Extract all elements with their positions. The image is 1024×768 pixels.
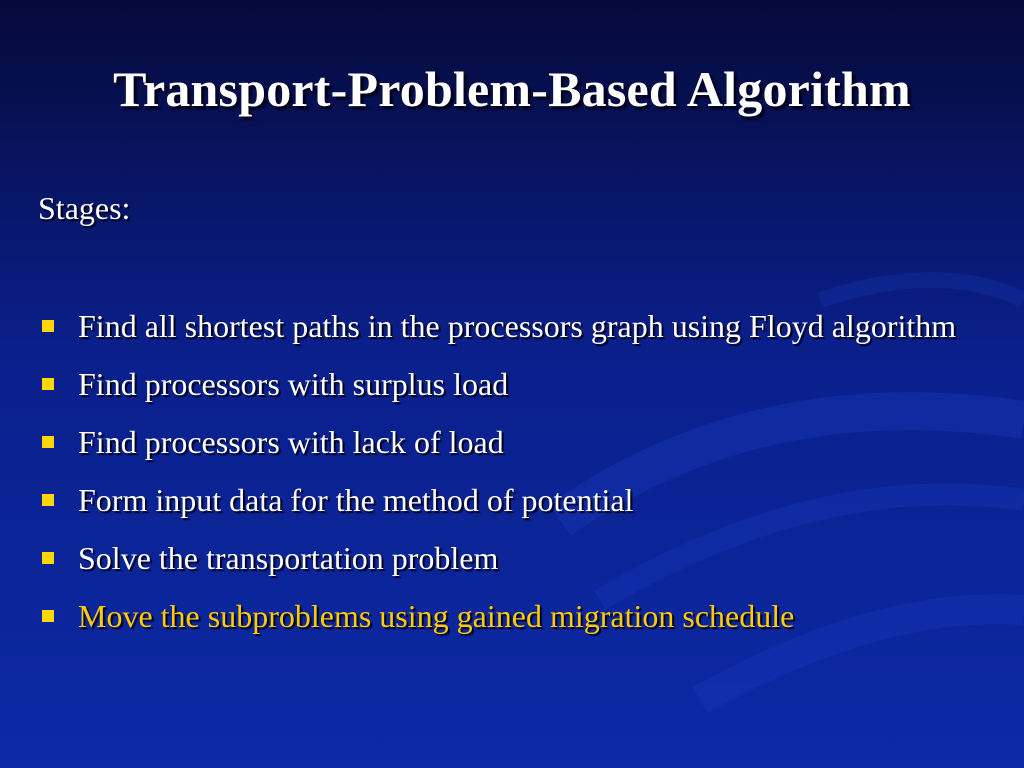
bullet-text: Form input data for the method of potential bbox=[78, 482, 634, 518]
bullet-text: Find processors with surplus load bbox=[78, 366, 509, 402]
bullet-text: Find all shortest paths in the processors graph using Floyd algorithm bbox=[78, 308, 957, 344]
square-bullet-icon bbox=[42, 494, 54, 506]
square-bullet-icon bbox=[42, 436, 54, 448]
bullet-text: Move the subproblems using gained migration schedule bbox=[78, 598, 795, 634]
bullet-item bbox=[38, 362, 998, 406]
bullet-text: Solve the transportation problem bbox=[78, 540, 499, 576]
bullet-item bbox=[38, 478, 998, 522]
slide-title: Transport-Problem-Based Algorithm bbox=[113, 61, 911, 117]
square-bullet-icon bbox=[42, 610, 54, 622]
bullet-item-highlighted bbox=[38, 594, 998, 638]
bullet-text: Find processors with lack of load bbox=[78, 424, 504, 460]
stages-label: Stages: bbox=[38, 190, 131, 226]
square-bullet-icon bbox=[42, 378, 54, 390]
bullet-item bbox=[38, 420, 998, 464]
bullet-list bbox=[38, 304, 998, 652]
square-bullet-icon bbox=[42, 552, 54, 564]
square-bullet-icon bbox=[42, 320, 54, 332]
bullet-item bbox=[38, 536, 998, 580]
bullet-item bbox=[38, 304, 998, 348]
